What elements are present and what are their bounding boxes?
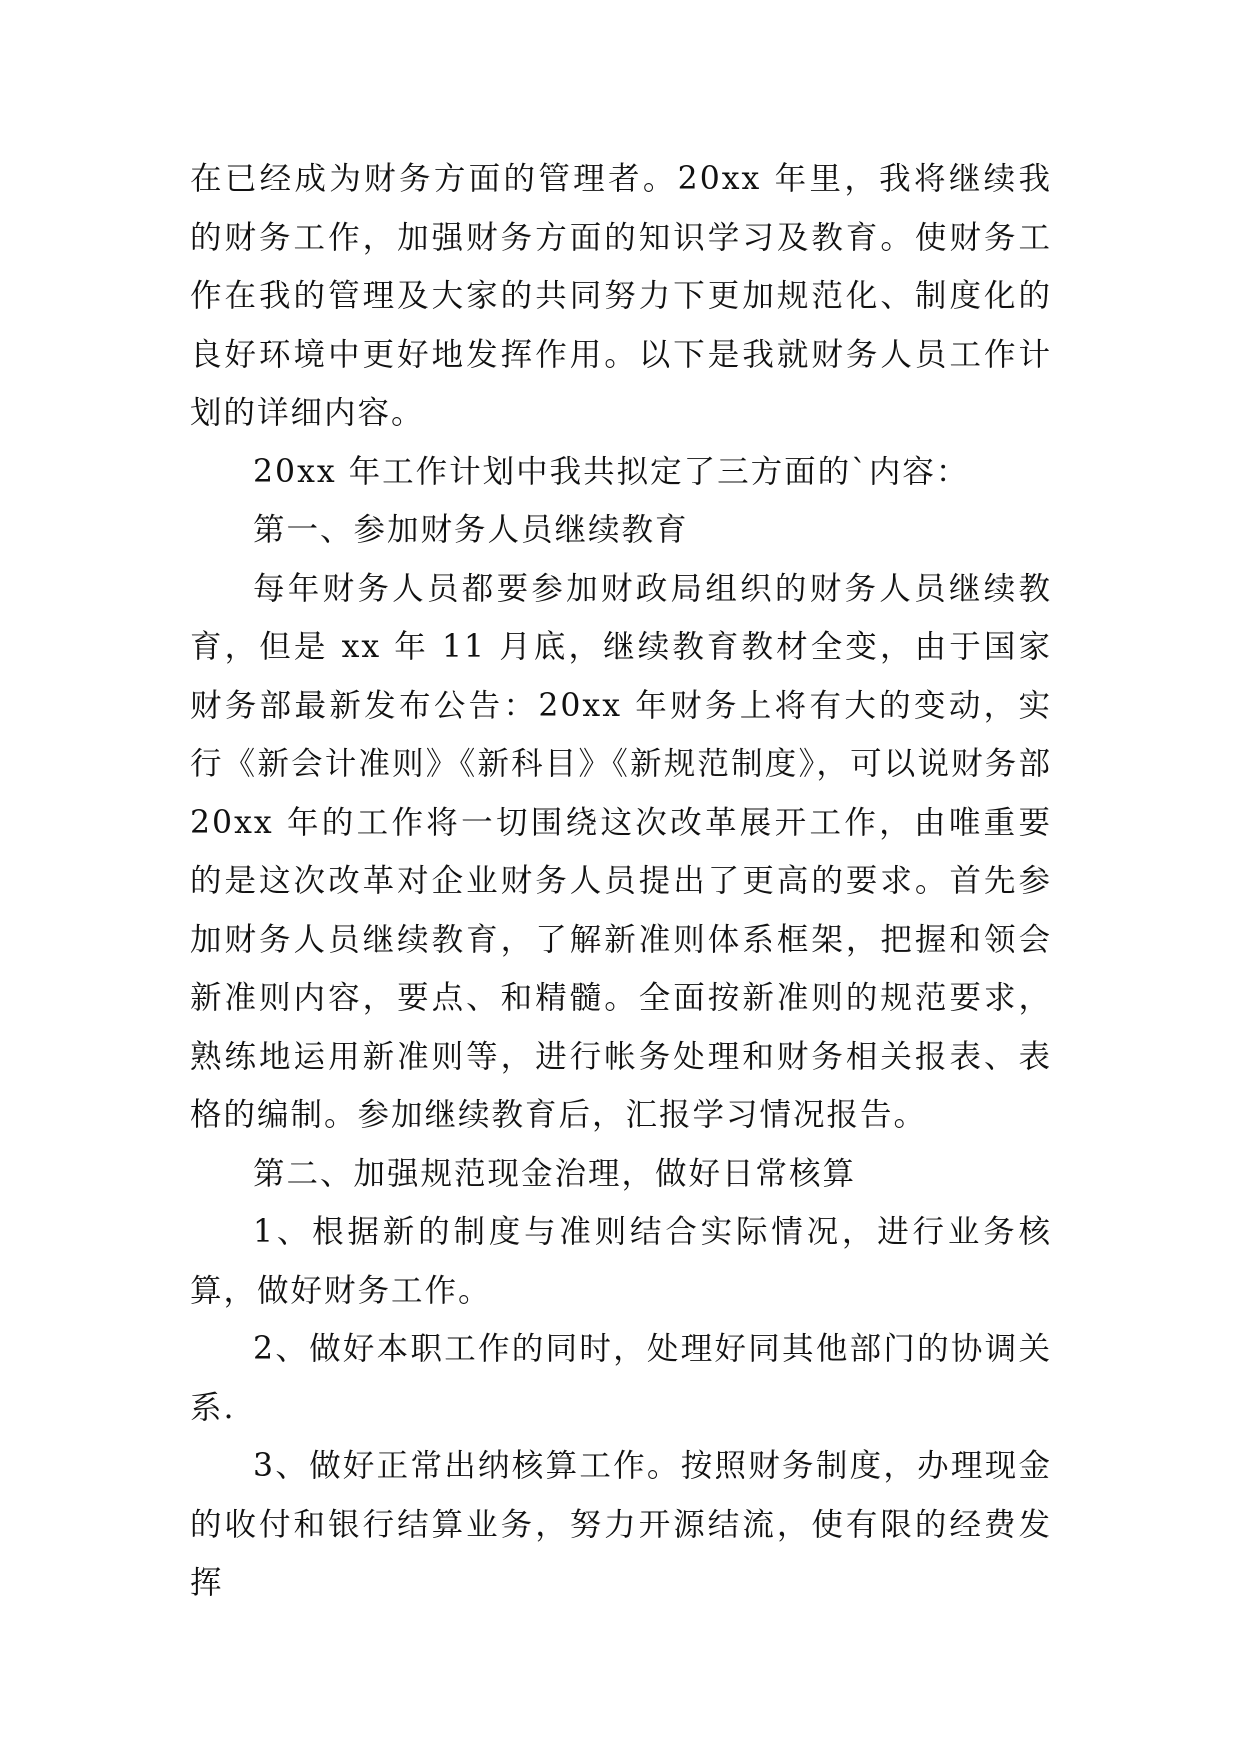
list-item-2: 2、做好本职工作的同时，处理好同其他部门的协调关系. [190,1331,1052,1426]
section-heading-1: 第一、参加财务人员继续教育 [253,512,689,548]
section-heading-2: 第二、加强规范现金治理，做好日常核算 [253,1155,857,1192]
paragraph-plan-summary: 20xx 年工作计划中我共拟定了三方面的`内容： [253,453,970,490]
document-page [190,150,1052,1613]
list-item-1: 1、根据新的制度与准则结合实际情况，进行业务核算，做好财务工作。 [190,1214,1052,1309]
list-item-3: 3、做好正常出纳核算工作。按照财务制度，办理现金的收付和银行结算业务，努力开源结流，使有限的经费发挥 [190,1448,1052,1601]
paragraph-intro-continued: 在已经成为财务方面的管理者。20xx 年里，我将继续我的财务工作，加强财务方面的知识学习及教育。使财务工作在我的管理及大家的共同努力下更加规范化、制度化的良好环境中更好地发挥作用。以下是我就财务人员工作计划的详细内容。 [190,161,1052,431]
paragraph-section-1-body: 每年财务人员都要参加财政局组织的财务人员继续教育，但是 xx 年 11 月底，继续教育教材全变，由于国家财务部最新发布公告：20xx 年财务上将有大的变动，实行《新会计准则》《新科目》《新规范制度》，可以说财务部 20xx 年的工作将一切围绕这次改革展开工作，由唯重要的是这次改革对企业财务人员提出了更高的要求。首先参加财务人员继续教育，了解新准则体系框架，把握和领会新准则内容，要点、和精髓。全面按新准则的规范要求，熟练地运用新准则等，进行帐务处理和财务相关报表、表格的编制。参加继续教育后，汇报学习情况报告。 [190,570,1052,1133]
